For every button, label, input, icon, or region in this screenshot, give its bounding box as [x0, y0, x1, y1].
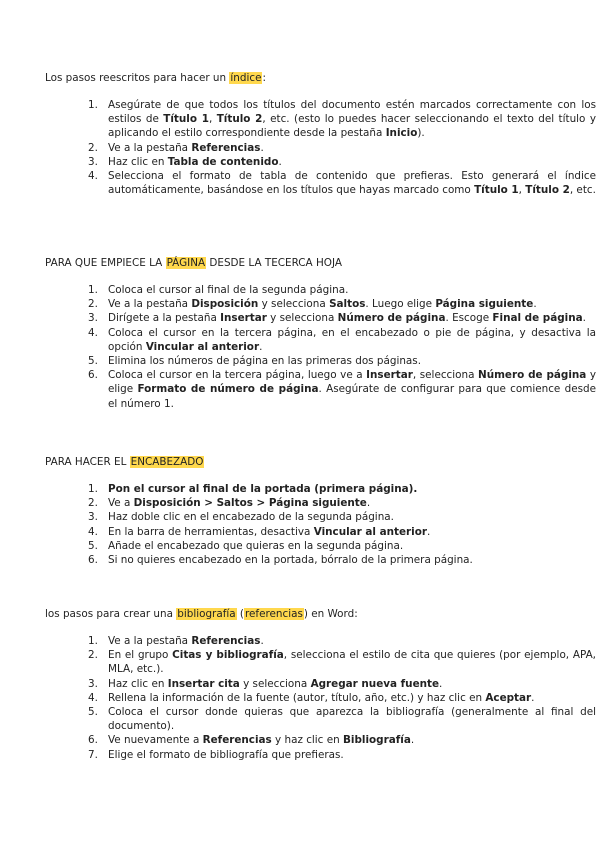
- list-item: [88, 169, 596, 197]
- step-text: En la barra de herramientas, desactiva: [108, 525, 314, 538]
- step-text: , etc. (esto lo puedes hacer seleccionando el texto del título y aplicando el estilo correspondiente desde la pestaña: [108, 113, 596, 140]
- step-text: .: [278, 155, 282, 168]
- list-item: [88, 155, 596, 169]
- bold-term: Referencias: [202, 734, 272, 747]
- heading-highlight-2: referencias: [244, 608, 303, 620]
- bold-term: Referencias: [191, 635, 261, 647]
- heading-text: PARA HACER EL: [45, 456, 130, 468]
- bold-term: Formato de número de página: [137, 383, 319, 396]
- step-text: Ve a la pestaña: [108, 141, 192, 154]
- bold-term: Número de página: [337, 312, 446, 325]
- bold-term: Pon el cursor al final de la portada (primera página).: [108, 483, 418, 495]
- list-item: [88, 733, 596, 747]
- bold-term: Insertar: [220, 312, 267, 325]
- heading-text: :: [262, 72, 266, 84]
- list-item: [88, 283, 596, 297]
- list-item: [88, 368, 597, 411]
- list-item: [88, 354, 596, 368]
- bold-term: Título 1: [163, 113, 209, 126]
- bold-term: Vincular al anterior: [145, 340, 260, 353]
- list-item: [88, 482, 596, 496]
- list-item: [88, 634, 596, 648]
- bold-term: Disposición > Saltos > Página siguiente: [133, 497, 367, 510]
- step-text: . Asegúrate de configurar para que comience desde el número 1.: [108, 383, 596, 410]
- list-number: 4.: [88, 170, 98, 183]
- list-item: [88, 297, 596, 311]
- bold-term: Insertar: [366, 369, 413, 382]
- bold-term: Referencias: [191, 141, 261, 154]
- bold-term: Página siguiente: [435, 298, 534, 311]
- list-number: 2.: [88, 497, 98, 510]
- heading-highlight: bibliografía: [177, 608, 236, 620]
- section-heading-encabezado: [45, 455, 560, 469]
- step-text: Asegúrate de que todos los títulos del documento estén marcados correctamente con los estilos de: [108, 99, 596, 126]
- list-number: 1.: [88, 483, 98, 495]
- list-item: [88, 525, 596, 539]
- list-number: 7.: [88, 748, 98, 761]
- bold-term: Aceptar: [485, 691, 532, 704]
- step-text: Coloca el cursor en la tercera página, luego ve a: [108, 369, 367, 382]
- list-number: 4.: [88, 691, 98, 704]
- steps-list-encabezado: [70, 482, 596, 567]
- list-item: [88, 326, 596, 354]
- step-text: y selecciona: [266, 312, 338, 325]
- steps-list-pagina: [70, 283, 596, 411]
- step-text: Coloca el cursor en la tercera página, en el encabezado o pie de página, y desactiva la opción: [108, 326, 596, 353]
- step-text: .: [531, 691, 535, 704]
- step-text: Si no quieres encabezado en la portada, bórralo de la primera página.: [108, 554, 473, 567]
- step-text: .: [439, 677, 443, 690]
- heading-text: (: [236, 608, 244, 620]
- heading-highlight: índice: [230, 72, 262, 84]
- step-text: . Escoge: [445, 312, 493, 325]
- list-item: [88, 539, 596, 553]
- step-text: .: [533, 298, 537, 311]
- list-item: [88, 677, 596, 691]
- step-text: Añade el encabezado que quieras en la segunda página.: [108, 539, 404, 552]
- list-item: [88, 648, 596, 676]
- step-text: Haz clic en: [108, 677, 168, 690]
- list-item: [88, 705, 596, 733]
- step-text: Rellena la información de la fuente (autor, título, año, etc.) y haz clic en: [108, 691, 486, 704]
- step-text: Ve a la pestaña: [108, 635, 192, 647]
- step-text: , etc.: [569, 184, 596, 197]
- step-text: Ve a: [108, 497, 134, 510]
- bold-term: Citas y bibliografía: [172, 649, 284, 662]
- bold-term: Vincular al anterior: [313, 525, 427, 538]
- list-number: 2.: [88, 298, 98, 311]
- section-heading-pagina: [45, 256, 560, 270]
- step-text: y selecciona: [258, 298, 330, 311]
- list-number: 4.: [88, 525, 98, 538]
- heading-text: DESDE LA TECERCA HOJA: [206, 257, 342, 269]
- bold-term: Agregar nueva fuente: [310, 677, 440, 690]
- bold-term: Inicio: [385, 127, 418, 140]
- step-text: .: [260, 635, 264, 647]
- heading-text: ) en Word:: [303, 608, 358, 620]
- step-text: , selecciona: [412, 369, 479, 382]
- step-text: Elige el formato de bibliografía que prefieras.: [108, 748, 344, 761]
- list-number: 6.: [88, 369, 98, 382]
- step-text: .: [366, 497, 371, 510]
- heading-text: Los pasos reescritos para hacer un: [45, 72, 230, 84]
- step-text: Dirígete a la pestaña: [108, 312, 221, 325]
- list-number: 2.: [88, 649, 98, 662]
- list-item: [88, 98, 596, 141]
- heading-text: los pasos para crear una: [45, 608, 177, 620]
- bold-term: Insertar cita: [167, 677, 240, 690]
- step-text: Coloca el cursor donde quieras que aparezca la bibliografía (generalmente al final del documento).: [108, 706, 596, 733]
- list-number: 4.: [88, 326, 98, 339]
- list-number: 3.: [88, 677, 98, 690]
- list-number: 1.: [88, 635, 98, 647]
- list-number: 2.: [88, 141, 98, 154]
- step-text: Ve a la pestaña: [108, 298, 192, 311]
- step-text: En el grupo: [108, 649, 173, 662]
- step-text: Haz clic en: [108, 155, 168, 168]
- heading-highlight: PÁGINA: [166, 257, 206, 269]
- list-number: 3.: [88, 312, 98, 325]
- bold-term: Disposición: [191, 298, 259, 311]
- step-text: ,: [518, 184, 526, 197]
- list-item: [88, 553, 596, 567]
- step-text: Haz doble clic en el encabezado de la segunda página.: [108, 511, 394, 524]
- heading-highlight: ENCABEZADO: [130, 456, 204, 468]
- list-item: [88, 141, 596, 155]
- steps-list-indice: [70, 98, 596, 197]
- step-text: .: [259, 340, 263, 353]
- step-text: .: [410, 734, 415, 747]
- step-text: ).: [417, 127, 425, 140]
- bold-term: Título 2: [216, 113, 263, 126]
- list-number: 5.: [88, 539, 98, 552]
- bold-term: Final de página: [492, 312, 583, 325]
- step-text: .: [426, 525, 431, 538]
- list-item: [88, 311, 596, 325]
- step-text: .: [260, 141, 264, 154]
- section-heading-indice: [45, 71, 560, 85]
- heading-text: PARA QUE EMPIECE LA: [45, 257, 166, 269]
- bold-term: Número de página: [478, 369, 587, 382]
- steps-list-bibliografia: [70, 634, 596, 762]
- list-item: [88, 691, 596, 705]
- bold-term: Título 1: [474, 184, 519, 197]
- step-text: .: [582, 312, 586, 325]
- list-item: [88, 496, 596, 510]
- list-number: 6.: [88, 554, 98, 567]
- list-number: 3.: [88, 155, 98, 168]
- list-item: [88, 748, 596, 762]
- step-text: Elimina los números de página en las primeras dos páginas.: [108, 355, 422, 368]
- bold-term: Título 2: [525, 184, 570, 197]
- step-text: Coloca el cursor al final de la segunda página.: [108, 284, 349, 296]
- step-text: y elige: [108, 369, 597, 396]
- list-number: 3.: [88, 511, 98, 524]
- list-item: [88, 510, 596, 524]
- step-text: y selecciona: [239, 677, 311, 690]
- step-text: ,: [208, 113, 217, 126]
- bold-term: Tabla de contenido: [167, 155, 279, 168]
- step-text: Ve nuevamente a: [108, 734, 203, 747]
- step-text: y haz clic en: [271, 734, 343, 747]
- list-number: 1.: [88, 284, 98, 296]
- bold-term: Saltos: [329, 298, 366, 311]
- step-text: , selecciona el estilo de cita que quieres (por ejemplo, APA, MLA, etc.).: [108, 649, 596, 676]
- list-number: 6.: [88, 734, 98, 747]
- step-text: Selecciona el formato de tabla de contenido que prefieras. Esto generará el índice automáticamente, basándose en los títulos que hayas marcado como: [108, 170, 596, 197]
- section-heading-bibliografia: [45, 607, 560, 621]
- list-number: 5.: [88, 355, 98, 368]
- step-text: . Luego elige: [365, 298, 436, 311]
- bold-term: Bibliografía: [342, 734, 411, 747]
- list-number: 1.: [88, 99, 98, 111]
- list-number: 5.: [88, 706, 98, 719]
